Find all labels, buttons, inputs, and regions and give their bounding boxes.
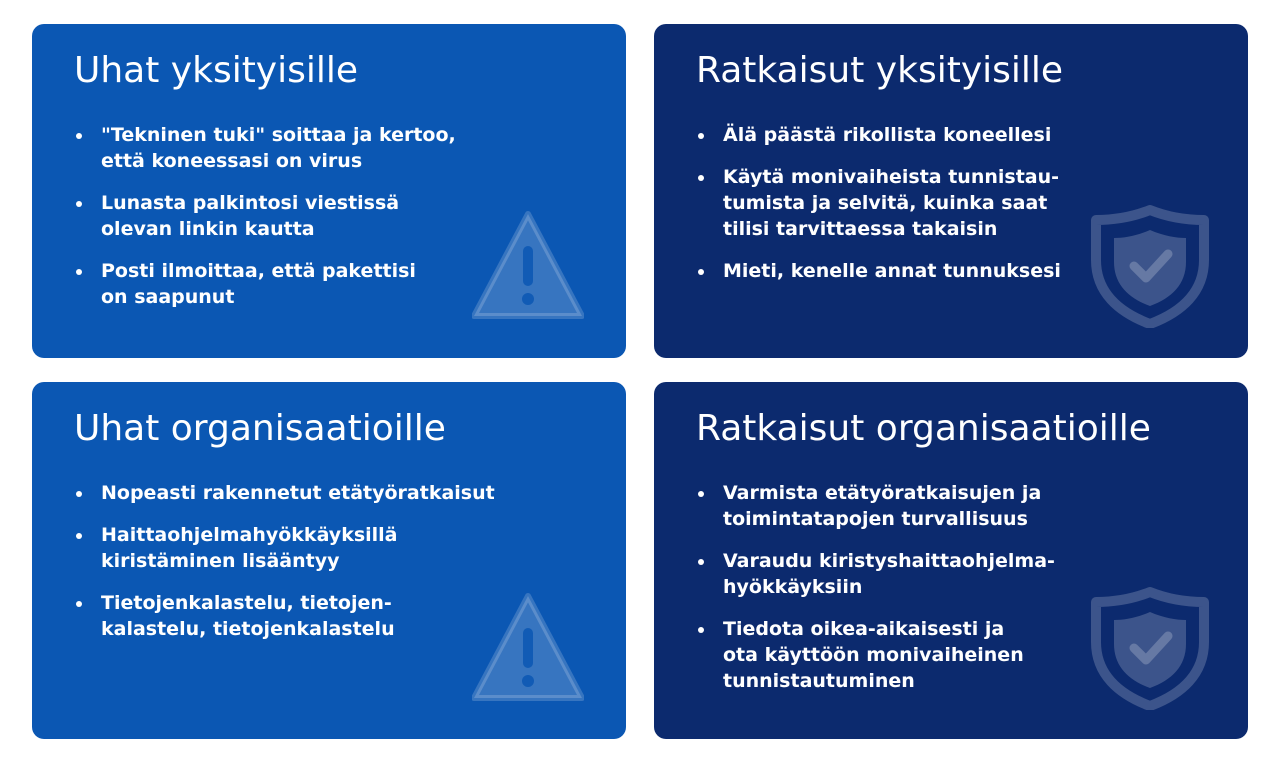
warning-icon xyxy=(472,210,584,322)
card-title: Uhat yksityisille xyxy=(74,50,359,91)
list-item-text: Posti ilmoittaa, että pakettisi on saapunut xyxy=(101,260,416,308)
list-item-text: Haittaohjelmahyökkäyksillä kiristäminen lisääntyy xyxy=(101,524,398,572)
list-item xyxy=(696,616,1055,694)
bullet-list xyxy=(74,122,456,326)
list-item-text: "Tekninen tuki" soittaa ja kertoo, että koneessasi on virus xyxy=(101,124,456,172)
warning-icon xyxy=(472,592,584,704)
list-item-text: Tiedota oikea-aikaisesti ja ota käyttöön monivaiheinen tunnistautuminen xyxy=(723,618,1024,692)
list-item xyxy=(696,122,1061,148)
list-item-text: Mieti, kenelle annat tunnuksesi xyxy=(723,260,1061,282)
list-item xyxy=(696,164,1061,242)
bullet-list xyxy=(696,480,1055,710)
card-solutions-organisations xyxy=(654,382,1248,739)
card-title: Uhat organisaatioille xyxy=(74,408,446,449)
list-item-text: Älä päästä rikollista koneellesi xyxy=(723,124,1052,146)
list-item xyxy=(74,480,495,506)
bullet-list xyxy=(74,480,495,658)
list-item xyxy=(74,522,495,574)
list-item xyxy=(74,590,495,642)
card-solutions-individuals xyxy=(654,24,1248,358)
card-title: Ratkaisut yksityisille xyxy=(696,50,1064,91)
shield-check-icon xyxy=(1088,204,1212,328)
list-item xyxy=(74,190,456,242)
list-item-text: Tietojenkalastelu, tietojen- kalastelu, tietojenkalastelu xyxy=(101,592,395,640)
list-item-text: Varaudu kiristyshaittaohjelma- hyökkäyksiin xyxy=(723,550,1055,598)
list-item-text: Nopeasti rakennetut etätyöratkaisut xyxy=(101,482,495,504)
card-title: Ratkaisut organisaatioille xyxy=(696,408,1151,449)
list-item xyxy=(696,548,1055,600)
card-threats-individuals xyxy=(32,24,626,358)
list-item-text: Varmista etätyöratkaisujen ja toimintatapojen turvallisuus xyxy=(723,482,1042,530)
bullet-list xyxy=(696,122,1061,300)
card-threats-organisations xyxy=(32,382,626,739)
list-item-text: Käytä monivaiheista tunnistau- tumista ja selvitä, kuinka saat tilisi tarvittaessa takaisin xyxy=(723,166,1060,240)
list-item xyxy=(696,258,1061,284)
list-item-text: Lunasta palkintosi viestissä olevan linkin kautta xyxy=(101,192,400,240)
shield-check-icon xyxy=(1088,586,1212,710)
list-item xyxy=(696,480,1055,532)
list-item xyxy=(74,258,456,310)
list-item xyxy=(74,122,456,174)
